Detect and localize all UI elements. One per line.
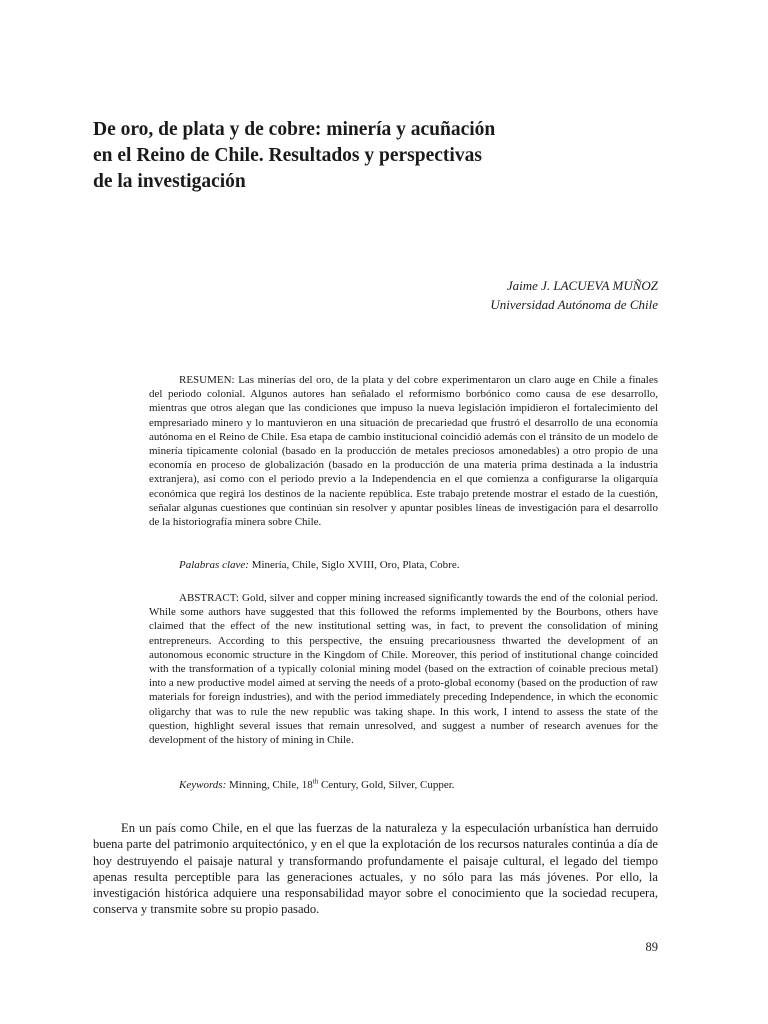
keywords-values-end: Century, Gold, Silver, Cupper. — [318, 779, 455, 791]
author-name: Jaime J. LACUEVA MUÑOZ — [506, 278, 658, 293]
title-line-2: en el Reino de Chile. Resultados y perspectivas — [93, 145, 482, 166]
palabras-clave-values: Minería, Chile, Siglo XVIII, Oro, Plata, Cobre. — [251, 559, 460, 571]
palabras-clave — [179, 558, 459, 572]
keywords-label: Keywords: — [179, 779, 227, 791]
author-affiliation: Universidad Autónoma de Chile — [490, 297, 658, 312]
page-number: 89 — [645, 940, 658, 954]
keywords-values-start: Minning, Chile, 18 — [229, 779, 313, 791]
article-title — [93, 117, 653, 195]
keywords-superscript: th — [312, 777, 319, 786]
palabras-clave-label: Palabras clave: — [179, 559, 249, 571]
keywords — [179, 778, 455, 792]
author-block — [490, 276, 658, 314]
title-line-3: de la investigación — [93, 171, 246, 192]
abstract-paragraph: ABSTRACT: Gold, silver and copper mining increased significantly towards the end of the colonial period. While some authors have suggested that this followed the reforms implemented by the Bourbons, others have claimed that the effect of the new institutional setting was, in fact, to prevent the consolidation of mining entrepreneurs. According to this perspective, the ensuing precariousness thwarted the development of an autonomous economic structure in the Kingdom of Chile. Moreover, this period of institutional change coincided with the transformation of a typically colonial mining model (based on the extraction of coinable precious metal) into a new productive model aimed at serving the needs of a proto-global economy (based on the production of raw materials for foreign industries), and with the period immediately preceding Independence, in which the economic oligarchy that was to rule the new republic was taking shape. In this work, I intend to assess the state of the question, highlight several issues that remain unresolved, and suggest a number of research avenues for the development of the history of mining in Chile. — [149, 592, 658, 747]
body-paragraph: En un país como Chile, en el que las fuerzas de la naturaleza y la especulación urbanística han derruido buena parte del patrimonio arquitectónico, y en el que la explotación de los recursos naturales continúa a día de hoy destruyendo el paisaje natural y transformando profundamente el paisaje cultural, el legado del tiempo apenas resulta perceptible para las generaciones actuales, y no sólo para las más jóvenes. Por ello, la investigación histórica adquiere una responsabilidad mayor sobre el conocimiento que la sociedad recupera, conserva y transmite sobre su propio pasado. — [93, 821, 658, 917]
resumen-paragraph: RESUMEN: Las minerías del oro, de la plata y del cobre experimentaron un claro auge en Chile a finales del periodo colonial. Algunos autores han señalado el reformismo borbónico como causa de ese desarrollo, mientras que otros alegan que las condiciones que impuso la nueva legislación impidieron el fortalecimiento del empresariado minero y lo mantuvieron en una situación de precariedad que frustró el desarrollo de una economía autónoma en el Reino de Chile. Esa etapa de cambio institucional coincidió además con el tránsito de un modelo de minería típicamente colonial (basado en la producción de metales preciosos amonedables) a otro propio de una economía en proceso de globalización (basado en la producción de una materia prima destinada a la industria extranjera), así como con el periodo previo a la Independencia en el que comienza a configurarse la oligarquía económica que regirá los destinos de la naciente república. Este trabajo pretende mostrar el estado de la cuestión, señalar algunas cuestiones que continúan sin resolver y apuntar posibles líneas de investigación para el desarrollo de la historiografía minera sobre Chile. — [149, 374, 658, 529]
title-line-1: De oro, de plata y de cobre: minería y acuñación — [93, 119, 496, 140]
